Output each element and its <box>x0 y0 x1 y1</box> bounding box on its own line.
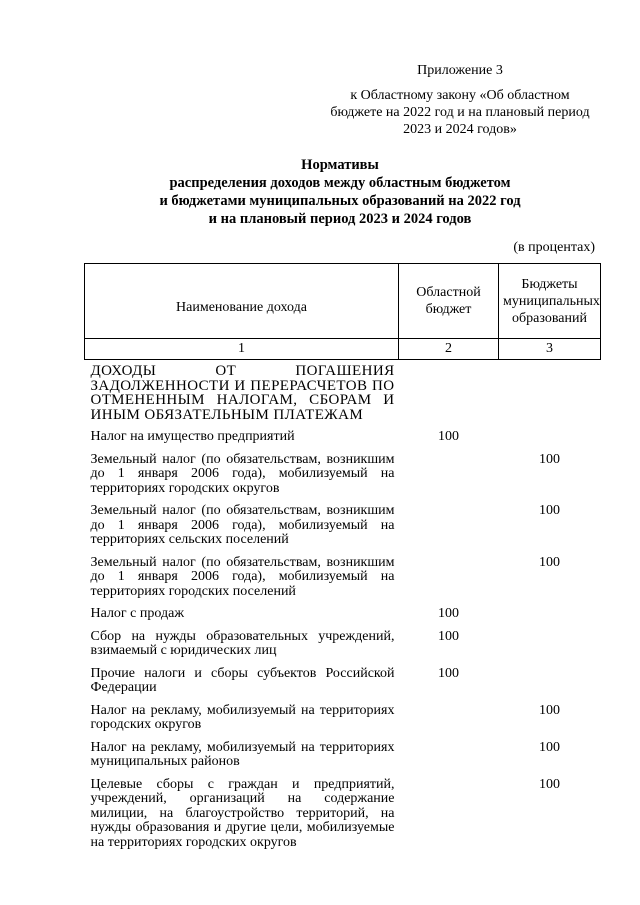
income-name: Налог на рекламу, мобилизуемый на территориях городских округов <box>90 702 395 732</box>
header-income-name: Наименование дохода <box>85 264 399 339</box>
header-municipal-budgets: Бюджеты муниципальных образований <box>499 264 601 339</box>
income-name: Налог с продаж <box>90 606 184 621</box>
appendix-text: к Областному закону «Об областном бюджете на 2022 год и на плановый период 2023 и 2024 годов» <box>330 88 590 137</box>
regional-value <box>399 772 499 853</box>
regional-value: 100 <box>438 665 459 681</box>
regional-value <box>399 498 499 550</box>
units-note: (в процентах) <box>513 240 595 255</box>
income-name: Земельный налог (по обязательствам, возникшим до 1 января 2006 года), мобилизуемый на территориях сельских поселений <box>90 503 395 547</box>
income-name: Сбор на нужды образовательных учреждений, взимаемый с юридических лиц <box>90 628 395 658</box>
income-name: Целевые сборы с граждан и предприятий, учреждений, организаций на содержание милиции, на благоустройство территорий, на нужды образования и другие цели, мобилизуемые на территориях городских округов <box>90 776 395 850</box>
regional-value: 100 <box>438 606 459 621</box>
table-row <box>85 661 601 698</box>
table-row <box>85 498 601 550</box>
municipal-value <box>499 360 601 425</box>
municipal-value: 100 <box>539 503 560 518</box>
income-name: ДОХОДЫ ОТ ПОГАШЕНИЯ ЗАДОЛЖЕННОСТИ И ПЕРЕРАСЧЕТОВ ПО ОТМЕНЕННЫМ НАЛОГАМ, СБОРАМ И ИНЫМ ОБЯЗАТЕЛЬНЫМ ПЛАТЕЖАМ <box>90 363 395 423</box>
table-header-row <box>85 264 601 339</box>
column-number: 2 <box>399 339 499 360</box>
table-row <box>85 698 601 735</box>
municipal-value: 100 <box>539 739 560 755</box>
table-row <box>85 360 601 425</box>
regional-value <box>399 550 499 602</box>
table-row <box>85 601 601 624</box>
regional-value: 100 <box>438 429 459 444</box>
table-row <box>85 447 601 499</box>
regional-value <box>399 698 499 735</box>
appendix-block <box>330 62 590 138</box>
regional-value <box>399 360 499 425</box>
income-name: Земельный налог (по обязательствам, возникшим до 1 января 2006 года), мобилизуемый на территориях городских округов <box>90 451 395 496</box>
municipal-value <box>499 601 601 624</box>
municipal-value <box>499 661 601 698</box>
income-name: Налог на имущество предприятий <box>90 429 295 444</box>
income-name: Налог на рекламу, мобилизуемый на территориях муниципальных районов <box>90 739 395 769</box>
table-row <box>85 772 601 853</box>
title-line-2: распределения доходов между областным бюджетом <box>169 175 511 191</box>
header-regional-budget: Областной бюджет <box>399 264 499 339</box>
regional-value: 100 <box>438 628 459 644</box>
title-line-4: и на плановый период 2023 и 2024 годов <box>208 211 472 227</box>
municipal-value: 100 <box>539 776 560 792</box>
column-number: 1 <box>85 339 399 360</box>
norms-table <box>84 263 601 852</box>
column-number-row <box>85 339 601 360</box>
municipal-value: 100 <box>539 451 560 467</box>
municipal-value: 100 <box>539 554 560 570</box>
document-title <box>90 156 590 228</box>
municipal-value <box>499 424 601 447</box>
table-row <box>85 624 601 661</box>
regional-value <box>399 447 499 499</box>
table-row <box>85 424 601 447</box>
municipal-value: 100 <box>539 702 560 718</box>
appendix-title: Приложение 3 <box>417 63 503 78</box>
title-line-3: и бюджетами муниципальных образований на 2022 год <box>159 193 521 209</box>
table-row <box>85 735 601 772</box>
income-name: Прочие налоги и сборы субъектов Российской Федерации <box>90 665 395 695</box>
table-row <box>85 550 601 602</box>
title-line-1: Нормативы <box>301 157 379 173</box>
regional-value <box>399 735 499 772</box>
column-number: 3 <box>499 339 601 360</box>
municipal-value <box>499 624 601 661</box>
income-name: Земельный налог (по обязательствам, возникшим до 1 января 2006 года), мобилизуемый на территориях городских поселений <box>90 554 395 599</box>
